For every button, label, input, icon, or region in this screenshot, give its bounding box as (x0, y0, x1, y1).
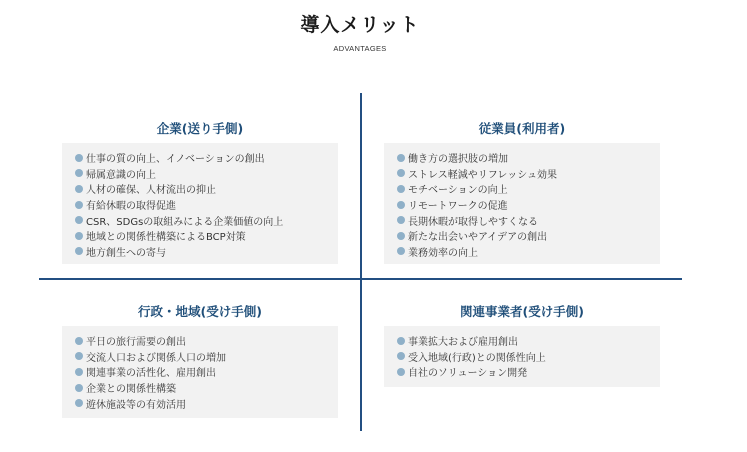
benefit-list-government (75, 333, 338, 411)
list-item-label: 交流人口および関係人口の増加 (86, 352, 226, 364)
quadrant-box-employees (384, 143, 660, 264)
list-item-label: 受入地域(行政)との関係性向上 (408, 352, 546, 364)
horizontal-divider (39, 278, 682, 280)
bullet-icon (75, 216, 83, 224)
bullet-icon (397, 368, 405, 376)
bullet-icon (75, 399, 83, 407)
quadrant-heading-employees: 従業員(利用者) (478, 121, 566, 136)
bullet-icon (75, 337, 83, 345)
list-item (75, 150, 338, 166)
bullet-icon (397, 169, 405, 177)
benefit-list-employees (397, 150, 660, 259)
list-item (397, 166, 660, 182)
bullet-icon (397, 201, 405, 209)
quadrant-heading-related-businesses: 関連事業者(受け手側) (460, 304, 584, 319)
page-subtitle: ADVANTAGES (333, 44, 387, 53)
list-item-label: 業務効率の向上 (408, 247, 478, 259)
bullet-icon (397, 352, 405, 360)
list-item-label: 帰属意識の向上 (86, 169, 156, 181)
list-item-label: 有給休暇の取得促進 (86, 201, 176, 213)
list-item-label: 地方創生への寄与 (86, 247, 166, 259)
bullet-icon (75, 154, 83, 162)
bullet-icon (397, 216, 405, 224)
list-item (75, 228, 338, 244)
vertical-divider (360, 93, 362, 431)
list-item (75, 364, 338, 380)
list-item-label: 企業との関係性構築 (86, 384, 176, 396)
list-item-label: 長期休暇が取得しやすくなる (408, 216, 538, 228)
list-item-label: CSR、SDGsの取組みによる企業価値の向上 (86, 216, 284, 228)
list-item (75, 166, 338, 182)
list-item-label: 仕事の質の向上、イノベーションの創出 (86, 154, 265, 166)
list-item (75, 333, 338, 349)
list-item-label: リモートワークの促進 (408, 201, 508, 213)
list-item-label: ストレス軽減やリフレッシュ効果 (408, 169, 557, 181)
page-title: 導入メリット (300, 14, 420, 36)
benefit-list-related-businesses (397, 333, 660, 380)
list-item (397, 197, 660, 213)
list-item (397, 150, 660, 166)
quadrant-heading-companies: 企業(送り手側) (156, 121, 244, 136)
list-item (397, 333, 660, 349)
bullet-icon (75, 232, 83, 240)
list-item (75, 181, 338, 197)
quadrant-box-related-businesses (384, 326, 660, 387)
list-item-label: 遊休施設等の有効活用 (86, 399, 186, 411)
list-item (397, 364, 660, 380)
list-item-label: 地域との関係性構築によるBCP対策 (86, 232, 246, 244)
bullet-icon (75, 201, 83, 209)
list-item (75, 395, 338, 411)
list-item (397, 228, 660, 244)
list-item (397, 244, 660, 260)
bullet-icon (75, 352, 83, 360)
bullet-icon (397, 337, 405, 345)
bullet-icon (397, 154, 405, 162)
quadrant-heading-government: 行政・地域(受け手側) (138, 304, 262, 319)
bullet-icon (397, 232, 405, 240)
bullet-icon (397, 247, 405, 255)
list-item (75, 244, 338, 260)
list-item (75, 349, 338, 365)
list-item (397, 181, 660, 197)
list-item (397, 349, 660, 365)
list-item-label: 新たな出会いやアイデアの創出 (408, 232, 548, 244)
list-item-label: 自社のソリューション開発 (408, 368, 528, 380)
bullet-icon (397, 185, 405, 193)
list-item-label: 事業拡大および雇用創出 (408, 337, 518, 349)
bullet-icon (75, 384, 83, 392)
list-item-label: 人材の確保、人材流出の抑止 (86, 185, 216, 197)
list-item (75, 212, 338, 228)
bullet-icon (75, 247, 83, 255)
list-item-label: 関連事業の活性化、雇用創出 (86, 368, 216, 380)
bullet-icon (75, 185, 83, 193)
list-item-label: 働き方の選択肢の増加 (408, 154, 508, 166)
list-item-label: モチベーションの向上 (408, 185, 508, 197)
quadrant-box-government (62, 326, 338, 418)
list-item (75, 197, 338, 213)
list-item (397, 212, 660, 228)
bullet-icon (75, 368, 83, 376)
benefit-list-companies (75, 150, 338, 259)
list-item (75, 380, 338, 396)
quadrant-box-companies (62, 143, 338, 264)
bullet-icon (75, 169, 83, 177)
list-item-label: 平日の旅行需要の創出 (86, 337, 186, 349)
